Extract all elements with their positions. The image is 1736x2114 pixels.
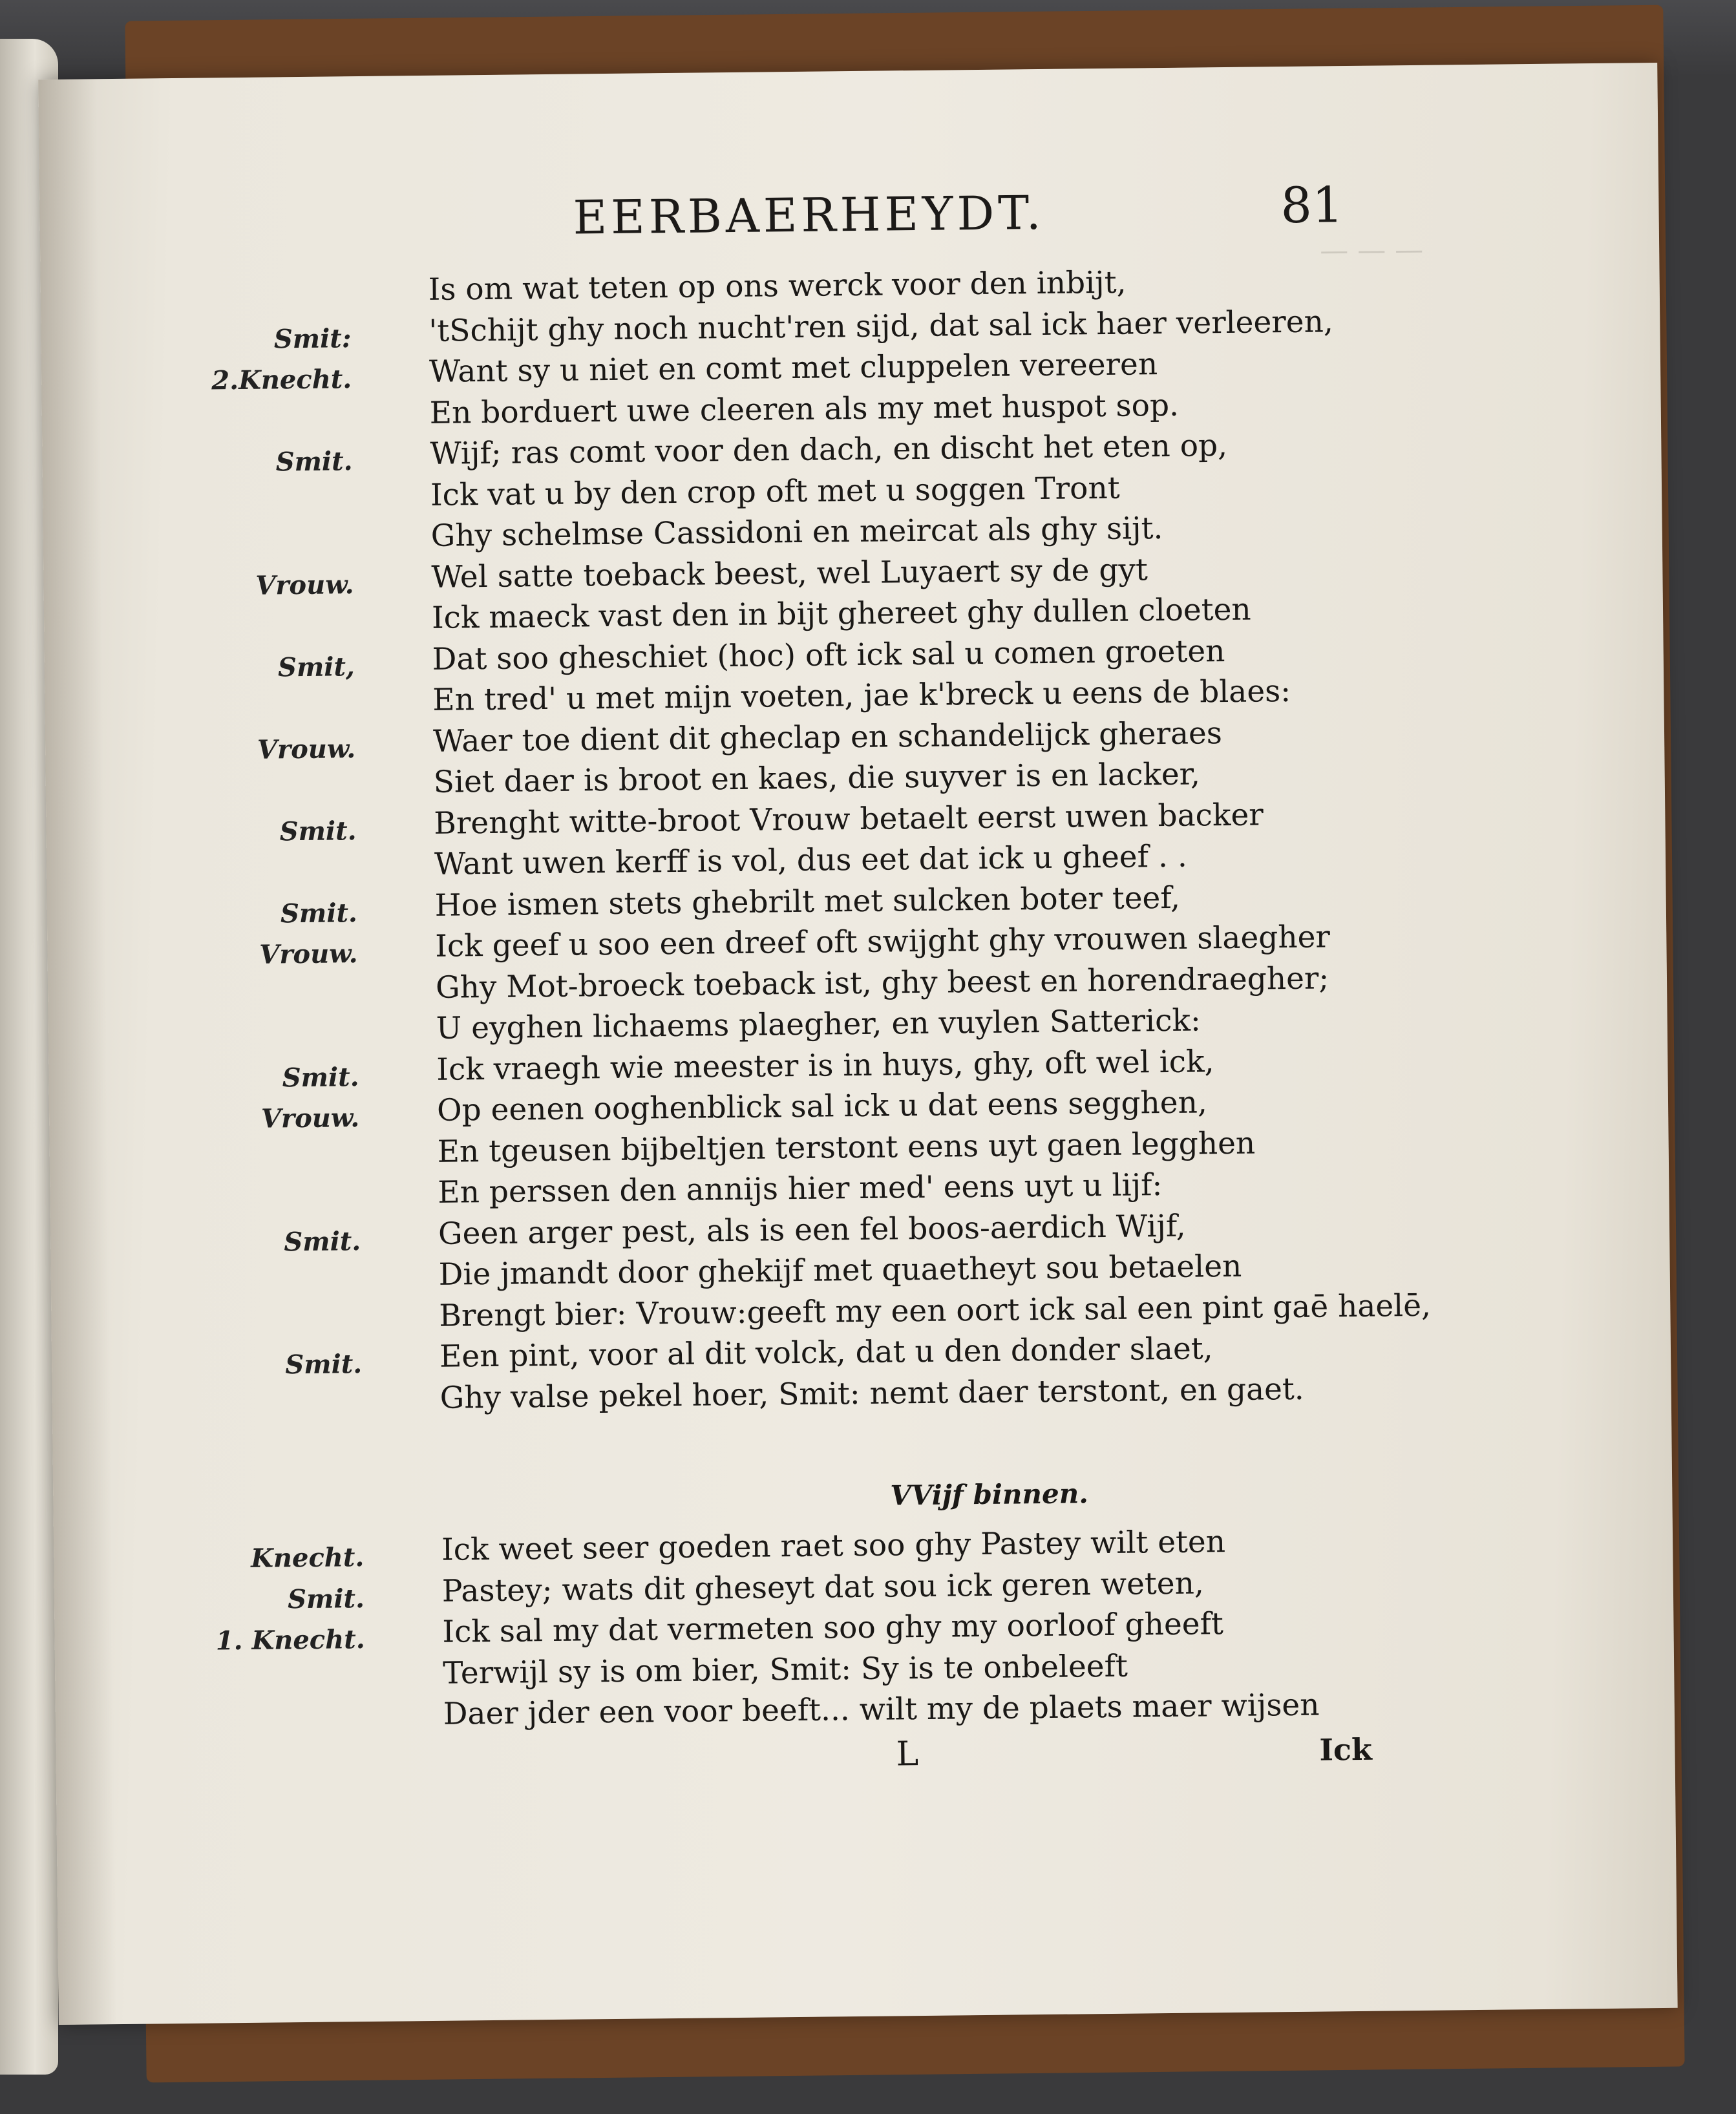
verse-text: Die jmandt door ghekijf met quaetheyt sou betaelen [438,1248,1242,1293]
speaker-label: Smit. [280,897,358,929]
verse-text: Ick sal my dat vermeten soo ghy my oorloof gheeft [442,1606,1224,1650]
verse-text: Want uwen kerff is vol, dus eet dat ick u gheef . . [434,838,1188,882]
speaker-label: Smit. [282,1061,359,1093]
verse-block [215,1519,1477,1737]
show-through-text: — — — [1319,233,1424,268]
stage-direction: VVijf binnen. [890,1477,1089,1512]
verse-text: Want sy u niet en comt met cluppelen vereeren [429,346,1158,390]
catchword: Ick [1319,1731,1373,1768]
verse-text: Siet daer is broot en kaes, die suyver is en lacker, [433,756,1201,800]
verse-text: Daer jder een voor beeft... wilt my de plaets maer wijsen [443,1687,1320,1732]
speaker-label: 2.Knecht. [211,364,352,396]
verse-text: Ick maeck vast den in bijt ghereet ghy dullen cloeten [431,591,1251,636]
speaker-label: Smit: [273,322,352,354]
verse-text: En perssen den annijs hier med' eens uyt u lijf: [438,1167,1163,1210]
verse-text: Ick weet seer goeden raet soo ghy Pastey wilt eten [441,1524,1226,1568]
speaker-label: 1. Knecht. [215,1624,365,1656]
verse-text: Geen arger pest, als is een fel boos-aerdich Wijf, [438,1208,1186,1252]
verse-text: Waer toe dient dit gheclap en schandelijck gheraes [432,715,1223,759]
speaker-label: Smit, [277,651,355,682]
verse-text: Wijf; ras comt voor den dach, en discht het eten op, [430,427,1228,472]
verse-text: Wel satte toeback beest, wel Luyaert sy de gyt [431,551,1149,595]
verse-text: Ghy valse pekel hoer, Smit: nemt daer terstont, en gaet. [439,1371,1304,1416]
verse-text: Terwijl sy is om bier, Smit: Sy is te onbeleeft [442,1648,1128,1691]
verse-text: 'tSchijt ghy noch nucht'ren sijd, dat sal ick haer verleeren, [429,303,1334,349]
speaker-label: Vrouw. [260,1103,360,1134]
verse-text: Brenght witte-broot Vrouw betaelt eerst uwen backer [434,796,1264,841]
verse-text: Op eenen ooghenblick sal ick u dat eens segghen, [436,1084,1208,1128]
verse-block [211,259,1474,1421]
speaker-label: Smit. [285,1349,363,1380]
verse-text: En borduert uwe cleeren als my met huspot sop. [429,387,1180,431]
verse-text: Brengt bier: Vrouw:geeft my een oort ick sal een pint gaē haelē, [439,1287,1432,1334]
speaker-label: Vrouw. [259,938,358,970]
verse-text: Hoe ismen stets ghebrilt met sulcken boter teef, [434,880,1181,924]
verse-text: Ick geef u soo een dreef oft swijght ghy vrouwen slaegher [435,919,1331,964]
verse-text: Een pint, voor al dit volck, dat u den donder slaet, [439,1331,1213,1375]
verse-text: En tgeusen bijbeltjen terstont eens uyt gaen legghen [437,1125,1256,1170]
signature-mark: L [896,1735,919,1774]
verse-text: Dat soo gheschiet (hoc) oft ick sal u comen groeten [432,633,1225,677]
verse-text: U eyghen lichaems plaegher, en vuylen Satterick: [436,1002,1201,1046]
speaker-label: Smit. [275,446,353,478]
speaker-label: Smit. [287,1583,365,1614]
verse-text: Ghy schelmse Cassidoni en meircat als ghy sijt. [430,511,1163,554]
verse-text: Ick vraegh wie meester is in huys, ghy, oft wel ick, [436,1043,1214,1088]
verse-text: Ghy Mot-broeck toeback ist, ghy beest en horendraegher; [435,960,1329,1006]
speaker-label: Smit. [279,815,357,847]
verse-text: Ick vat u by den crop oft met u soggen Tront [430,470,1120,513]
verse-text: Pastey; wats dit gheseyt dat sou ick geren weten, [441,1565,1205,1609]
speaker-label: Knecht. [250,1542,365,1574]
book-page [38,63,1677,2025]
verse-text: Is om wat teten op ons werck voor den inbijt, [428,264,1127,308]
speaker-label: Vrouw. [257,733,356,765]
speaker-label: Vrouw. [255,569,354,601]
running-title: EERBAERHEYDT. [573,185,1045,245]
page-number: 81 [1280,176,1344,235]
verse-text: En tred' u met mijn voeten, jae k'breck u eens de blaes: [432,673,1291,718]
speaker-label: Smit. [284,1225,361,1257]
